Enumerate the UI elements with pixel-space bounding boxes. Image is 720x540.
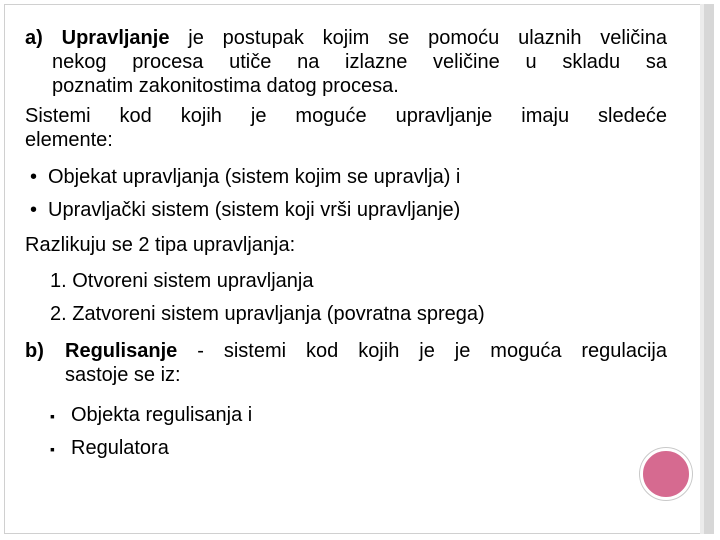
section-a-line-2: nekog procesa utiče na izlazne veličine u skladu sa [52, 51, 667, 73]
section-b [25, 339, 667, 387]
section-a-line-1 [25, 26, 667, 50]
section-b-line-1-text: - sistemi kod kojih je je moguća regulacija [197, 340, 667, 362]
list-item-number: 1. [50, 270, 67, 292]
section-b-label: b) [25, 340, 44, 362]
elements-list [25, 165, 667, 231]
square-bullet-icon: ▪ [50, 408, 55, 424]
section-b-line-2: sastoje se iz: [65, 364, 181, 386]
list-item [50, 436, 667, 469]
section-b-line-1 [65, 339, 667, 363]
components-list [25, 403, 667, 469]
side-stripe [704, 4, 714, 534]
section-a [25, 26, 667, 98]
elements-intro [25, 104, 667, 152]
list-item [50, 403, 667, 436]
list-item-text: Objekat upravljanja (sistem kojim se upravlja) i [48, 166, 461, 188]
list-item [30, 165, 667, 198]
list-item-text: Zatvoreni sistem upravljanja (povratna sprega) [72, 303, 485, 325]
bullet-icon: • [30, 199, 38, 221]
slide-content [25, 26, 667, 469]
list-item-number: 2. [50, 303, 67, 325]
section-a-line-1-text: je postupak kojim se pomoću ulaznih veličina [188, 27, 667, 49]
list-item [50, 302, 667, 335]
square-bullet-icon: ▪ [50, 441, 55, 457]
section-a-label: a) [25, 27, 43, 49]
section-a-line-3: poznatim zakonitostima datog procesa. [52, 75, 399, 97]
list-item [30, 198, 667, 231]
elements-intro-line-2: elemente: [25, 129, 113, 151]
list-item-text: Otvoreni sistem upravljanja [72, 270, 314, 292]
types-list [25, 269, 667, 335]
list-item [50, 269, 667, 302]
section-b-body [65, 339, 667, 387]
types-intro: Razlikuju se 2 tipa upravljanja: [25, 234, 296, 256]
list-item-text: Objekta regulisanja i [71, 404, 253, 426]
bullet-icon: • [30, 166, 38, 188]
elements-intro-line-1: Sistemi kod kojih je moguće upravljanje imaju sledeće [25, 105, 667, 127]
section-b-term: Regulisanje [65, 340, 178, 362]
section-a-term: Upravljanje [61, 27, 170, 49]
list-item-text: Upravljački sistem (sistem koji vrši upravljanje) [48, 199, 461, 221]
list-item-text: Regulatora [71, 437, 169, 459]
